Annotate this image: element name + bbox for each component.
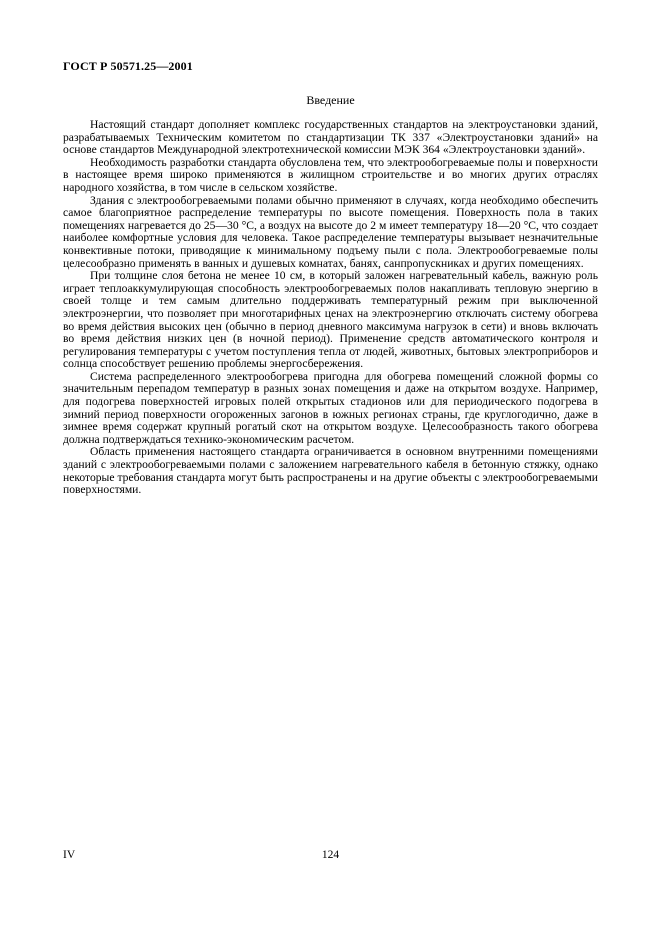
paragraph-5: Система распределенного электрообогрева пригодна для обогрева помещений сложной формы со значительным перепадом температур в разных зонах помещения и даже на открытом воздухе. Например, для подогрева поверхностей игровых полей открытых стадионов или для периодического подогрева в зимний период поверхности огороженных загонов в южных регионах страны, где круглогодично, даже в зимнее время содержат крупный рогатый скот на открытом воздухе. Целесообразность такого обогрева должна подтверждаться технико-экономическим расчетом. xyxy=(63,369,598,446)
paragraph-6: Область применения настоящего стандарта ограничивается в основном внутренними помещениями зданий с электрообогреваемыми полами с заложением нагревательного кабеля в бетонную стяжку, однако некоторые требования стандарта могут быть распространены и на другие объекты с электрообогреваемыми поверхностями. xyxy=(63,445,598,497)
body-text xyxy=(63,119,598,497)
paragraph-4: При толщине слоя бетона не менее 10 см, в который заложен нагревательный кабель, важную роль играет теплоаккумулирующая способность электрообогреваемых полов накапливать тепловую энергию в своей толще и тем самым длительно поддерживать температурный режим при выключенной электроэнергии, что позволяет при многотарифных ценах на электроэнергию отключать систему обогрева во время действия высоких цен (обычно в период дневного максимума нагрузок в сети) и вновь включать во время действия низких цен (в ночной период). Применение средств автоматического контроля и регулирования температуры с учетом поступления тепла от людей, животных, бытовых электроприборов и солнца способствует решению проблемы энергосбережения. xyxy=(63,269,598,371)
document-code-header: ГОСТ Р 50571.25—2001 xyxy=(63,59,193,73)
paragraph-3: Здания с электрообогреваемыми полами обычно применяют в случаях, когда необходимо обеспечить самое благоприятное распределение температуры по высоте помещения. Поверхность пола в таких помещениях нагревается до 25—30 °С, а воздух на высоте до 2 м имеет температуру 18—20 °С, что создает наиболее комфортные условия для человека. Такое распределение температуры вызывает незначительные конвективные потоки, приводящие к минимальному подъему пыли с пола. Электрообогреваемые полы целесообразно применять в ванных и душевых комнатах, банях, санпропускниках и других помещениях. xyxy=(63,193,598,270)
paragraph-2: Необходимость разработки стандарта обусловлена тем, что электрообогреваемые полы и поверхности в настоящее время широко применяются в жилищном строительстве и во многих других отраслях народного хозяйства, в том числе в сельском хозяйстве. xyxy=(63,155,598,194)
section-title: Введение xyxy=(306,93,355,107)
footer-page-number: 124 xyxy=(321,849,340,861)
paragraph-1: Настоящий стандарт дополняет комплекс государственных стандартов на электроустановки зданий, разрабатываемых Техническим комитетом по стандартизации ТК 337 «Электроустановки зданий» на основе стандартов Международной электротехнической комиссии МЭК 364 «Электроустановки зданий». xyxy=(63,118,598,157)
footer-section-marker: IV xyxy=(63,849,76,861)
